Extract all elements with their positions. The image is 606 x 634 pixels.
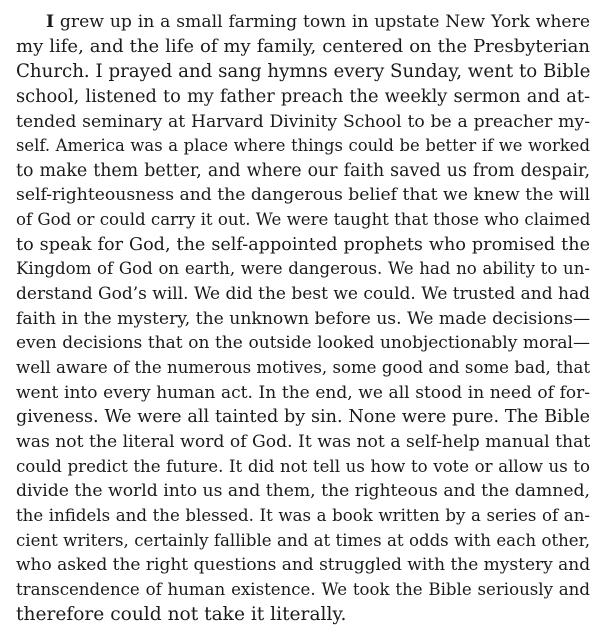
paragraph-line: transcendence of human existence. We took the Bible seriously and: [16, 580, 590, 599]
paragraph-line: I grew up in a small farming town in upstate New York where: [46, 12, 590, 32]
paragraph-line: well aware of the numerous motives, some good and some bad, that: [16, 358, 590, 377]
paragraph-line: of God or could carry it out. We were taught that those who claimed: [16, 210, 591, 229]
paragraph-line: even decisions that on the outside looked unobjectionably moral—: [16, 333, 590, 353]
paragraph-line: the infidels and the blessed. It was a book written by a series of an-: [16, 506, 590, 525]
paragraph-line: was not the literal word of God. It was not a self-help manual that: [16, 432, 591, 452]
paragraph-line: tended seminary at Harvard Divinity School to be a preacher my-: [16, 112, 590, 132]
paragraph-line: my life, and the life of my family, centered on the Presbyterian: [16, 36, 590, 57]
paragraph-first-word: I: [46, 12, 55, 32]
paragraph-line: school, listened to my father preach the weekly sermon and at-: [16, 86, 590, 107]
paragraph-line: cient writers, certainly fallible and at times at odds with each other,: [16, 531, 590, 550]
paragraph-line: self-righteousness and the dangerous belief that we knew the will: [16, 185, 591, 205]
paragraph-line: went into every human act. In the end, we all stood in need of for-: [16, 383, 590, 403]
paragraph-line: Kingdom of God on earth, were dangerous. We had no ability to un-: [16, 259, 590, 278]
paragraph-line: self. America was a place where things could be better if we worked: [16, 136, 590, 155]
paragraph-line: who asked the right questions and struggled with the mystery and: [16, 555, 591, 575]
paragraph-line: to make them better, and where our faith saved us from despair,: [16, 161, 590, 181]
paragraph-line: faith in the mystery, the unknown before us. We made decisions—: [16, 309, 591, 329]
paragraph-line: could predict the future. It did not tell us how to vote or allow us to: [16, 457, 590, 476]
paragraph-line: Church. I prayed and sang hymns every Sunday, went to Bible: [16, 61, 591, 82]
paragraph-line: giveness. We were all tainted by sin. None were pure. The Bible: [16, 407, 590, 427]
paragraph-line: to speak for God, the self-appointed prophets who promised the: [16, 235, 590, 255]
paragraph-line: divide the world into us and them, the righteous and the damned,: [16, 481, 590, 501]
paragraph-line: therefore could not take it literally.: [16, 604, 347, 625]
paragraph-line: derstand God’s will. We did the best we could. We trusted and had: [16, 284, 590, 304]
